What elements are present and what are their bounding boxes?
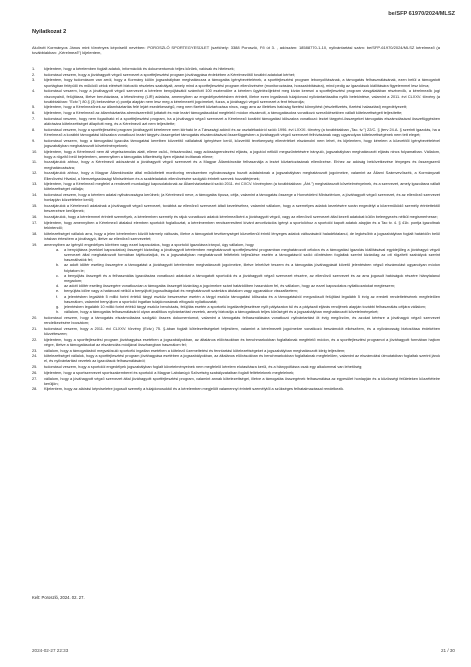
list-item <box>32 67 440 72</box>
item-number: c. <box>56 273 59 278</box>
item-text: hozzájárulok a Kérelmező adatainak a jóváhagyott végző szervezet, továbbá az ellenőrző szervezet általi kezeléséhez, valamint vállalom, hogy a személyes adatok kezelésére során engedélyt a közreműködő személy érintettektől beszerzésre kerüljenek; <box>44 204 440 214</box>
item-text: kijelentem, hogy a sportfejlesztési program jóváhagyása esetében a jogszabályokban, az általános előírásokban és benchmarkokban foglaltaknak megfelelő módon, és a sportfejlesztési programot a jóváhagyott formában hajtom végre, illetve a támogatásokat az elszámolás módjával összhangban használom fel; <box>44 337 440 347</box>
item-body <box>44 150 440 160</box>
item-number: 4. <box>32 89 36 94</box>
item-body <box>44 105 440 110</box>
item-number: 22. <box>32 337 38 342</box>
item-text: kijelentem, hogy a sportszervezet sportszakemberei és sportolói a Magyar Labdarúgó Szövetség szabályzataiban foglalt feltételeknek megfelelnek; <box>44 370 295 375</box>
item-body <box>44 204 440 214</box>
item-number: 27. <box>32 376 38 381</box>
item-text: tudomásul veszem, hogy a sportfejlesztési program jóváhagyott kérelemre nem kiírható le a Társasági adóról és az osztalékadóról szóló 1996. évi LXXXI. törvény (a továbbiakban „Tao. tv.") 22/C. § (terv 24.A. § szerinti igazolás, ha a Kérelmező a korábbi támogatási időszakra vonatkozó lezárt tárgyév-összegeket támogatás elszámolásával összefüggésben a jóváhagyott végző szervezet felhívásának vagy ugyanolyan kötelezettségének nem tett eleget; <box>44 127 440 137</box>
item-body <box>44 338 440 348</box>
list-item <box>56 295 440 305</box>
item-text: kijelentem, hogy a Kérelmező az államháztartás alrendszereiből juttatott és már lezárt támogatásokkal megfelelő módon elszámolt, a támogatásokra vonatkozó szerződésekben vállalt kötelezettségeit teljesítette; <box>44 111 403 116</box>
item-body <box>44 327 440 337</box>
list-item <box>32 243 440 316</box>
document-title: Nyilatkozat 2 <box>32 29 67 35</box>
item-number: 23. <box>32 348 38 353</box>
item-number: 25. <box>32 365 38 370</box>
item-body <box>64 274 440 284</box>
item-body <box>44 182 440 192</box>
item-number: 15. <box>32 204 38 209</box>
list-item <box>32 160 440 170</box>
item-body <box>44 349 440 354</box>
item-number: 11. <box>32 160 38 165</box>
list-item <box>32 371 440 376</box>
item-number: 9. <box>32 138 36 143</box>
item-number: 12. <box>32 171 38 176</box>
declaration-list <box>32 67 440 393</box>
list-item <box>32 150 440 160</box>
list-item <box>32 117 440 127</box>
item-body <box>44 117 440 127</box>
item-text: vállalom, hogy a támogatásból megvalósuló sportcélú ingatlan esetében a kötelező üzemeltetési és fenntartási kötelezettségeket a jogszabályban meghatározott ideig teljesítem; <box>44 348 346 353</box>
item-body <box>44 387 440 392</box>
item-body <box>44 232 440 242</box>
item-number: e. <box>56 289 60 294</box>
list-item <box>56 248 440 264</box>
item-body <box>44 371 440 376</box>
item-text: a jelentésben legalább 5 millió forint értékű tárgyi eszköz beszerzése esetén a tárgyi eszköz támogatási időszaka és a támogatásból megvalósult felújítást legalább 5 évig az eredeti rendeltetésének megfelelően használom, valamint benyújtom a sportolói ingatlan tulajdonosának elfogadó nyilatkozatát; <box>64 294 440 304</box>
item-body <box>44 128 440 138</box>
item-body <box>44 73 440 78</box>
list-item <box>32 316 440 326</box>
item-body <box>44 139 440 149</box>
list-item <box>32 232 440 242</box>
list-item <box>32 73 440 78</box>
item-text: hozzájárulok ahhoz, hogy a Magyar Államkincstár által működtetett monitoring rendszerben nyilvánosságra hozott adatainknak a jogszabályban meghatározott jogcímekre, valamint az Állami Számvevőszék, a Kormányzati Ellenőrzési Hivatal, a Nemzetgazdasági Minisztérium és a szakfeladatok ellenőrzésére szolgáló érintett szervek hozzáférjenek; <box>44 171 440 181</box>
item-text: kijelentem, hogy a Kérelmező nem áll végelszámolás alatt, ellene csőd-, felszámolási, vagy adósságrendezési eljárás, a jogutód nélküli megszűntetésére irányuló, jogszabályban meghatározott eljárás nincs folyamatban. Vállalom, hogy a rögzítő beül bejelentem, amennyiben a támogatás kifizetéséig ilyen eljárást indítanak ellene; <box>44 149 440 159</box>
item-number: 26. <box>32 370 38 375</box>
list-item <box>32 338 440 348</box>
item-text: a benyújtásra (ezekkel kapcsolatos) összegét kizárólag a jóváhagyott kérelemben meghatározott sportfejlesztési programban meghatározott célokra és a támogatási igazolás kiállításával egyidejűleg a jóváhagyó végző szervezet által meghatározott formában tájékoztatjuk, és a jogszabályban meghatározott feltételek teljesülése esetén a támogatásról szóló döntésben foglaltak szerint kizárólag az ott rögzített szabályok szerint használhatók fel; <box>64 247 440 263</box>
item-body <box>44 354 440 364</box>
item-number: g. <box>56 304 60 309</box>
item-number: b. <box>56 263 60 268</box>
item-text: kötelezettséget vállalok arra, hogy a jelen kérelemben közölt bármely változás, illetve a támogatott tevékenységet közvetlenül érintő lényeges adatok változásáról haladéktalanul, de legkésőbb a jogszabályban foglalt határidőn belül írásban értesítem a jóváhagyó, illetve az ellenőrző szervezetet; <box>44 231 440 241</box>
item-number: 3. <box>32 78 36 83</box>
list-item <box>32 171 440 181</box>
item-body <box>44 111 440 116</box>
item-text: tudomásul veszem, hogy nem fogadható el a sportfejlesztési program, ha a jóváhagyó végző szervezet a Kérelmező korábbi támogatási időszakra vonatkozó lezárt tárgyévi-összegeket támogatás elszámolásával összefüggésben aláírására kötelezettséget állapított meg, és a Kérelmező azt nem teljesítette; <box>44 116 440 127</box>
list-item <box>32 89 440 105</box>
list-item <box>32 221 440 231</box>
list-item <box>32 365 440 370</box>
item-body <box>44 171 440 181</box>
list-item <box>32 354 440 364</box>
item-number: a. <box>56 247 60 252</box>
item-number: 28. <box>32 387 38 392</box>
list-item <box>32 387 440 392</box>
item-text: hozzájárulok ahhoz, hogy a Kérelmező adószámát a jóváhagyott végző szervezet és a Magyar Államkincstár felhasználja a lezárt köztartozásának ellenőrzése. Ehhez az adóság bekövetkezése lényeges és összegszerű meghatározására; <box>44 160 440 170</box>
item-text: tudomásul veszem, hogy a támogatás elszámolására szolgáló összes dokumentumot, valamint a támogatás felhasználására vonatkozó nyilvántartást öt évig megőrzöm, és azokat kérésre a jóváhagyó végző szervezet rendelkezésére bocsátom; <box>44 315 440 326</box>
item-text: a benyújtás összegét és a felhasználás igazolására vonatkozó adatokat a támogatott sportolók és a jóváhagyott végző szervezet részére, az ellenőrző szervezet és az arra jogosult hatóságok részére hiánytalanul megadom; <box>64 273 440 283</box>
item-text: tudomásul veszem, hogy a jóváhagyott végző szervezet a sportfejlesztési program jóváhagyása érdekében a Kérelmezőtől további adatokat kérhet; <box>44 72 296 77</box>
footer-timestamp: 2024-02-27 22:33 <box>32 648 69 653</box>
list-item <box>56 263 440 273</box>
list-item <box>32 377 440 387</box>
item-number: d. <box>56 284 60 289</box>
item-body <box>44 160 440 170</box>
item-text: tudomásul veszem, hogy a jóváhagyott végző szervezet a kérelem benyújtásától számított 100 esztendőre a kérelem ügyintézőjeként meg kíván keresni a sportfejlesztési program vizsgálatában résztvevők, a kérelmezők jogi viszonyairól, felújításra, illetve beruházásra, a létesítmény (LIR) adataira, amennyiben az engedélyeztetésben érintett, illetve ezen ingatlanok tulajdonosi nyilvántartásaiba nyílik betekintése, valamint a 2011. évi CLXXV. törvény (a továbbiakban: "Ectv.") 80.§ (3) bekezdése c) pontja alapján nem lesz meg a kérelmezett jogcímeket, fuzza, a jóváhagyó végző szervezet a fent felsorolja; <box>44 89 440 104</box>
item-number: f. <box>56 294 59 299</box>
sub-list <box>44 248 440 316</box>
item-body <box>44 221 440 231</box>
item-text: kijelentem, hogy a kérelemben foglalt adatok, információk és dokumentumok teljes körűek, valósak és hitelesek; <box>44 67 235 71</box>
item-number: 18. <box>32 231 38 236</box>
item-text: tudomásul veszem, hogy a 2011. évi CLXXV. törvény (Ectv.) 75. §-ában foglalt kötelezettségeket teljesítem, valamint a kérelmezett jogcímekre vonatkozó beszámolót elkészítem, és a nyilvánosság biztosítása érdekében közzéteszem; <box>44 326 440 336</box>
item-text: az adott időtér esetleg összegére a támogatást a jóváhagyott kérelemben meghatározott jogcímekre, illetve lehetővé teszem és a támogatás jóváhagyását követő jelentésben végső elszámolást ugyanolyan módon folytatom le; <box>64 263 440 273</box>
item-body <box>64 310 440 315</box>
item-body <box>64 263 440 273</box>
item-body <box>64 248 440 264</box>
item-number: 5. <box>32 105 36 110</box>
item-text: vállalom, hogy a támogatás felhasználásáról olyan analitikus nyilvántartást vezetek, amely biztosítja a támogatások teljes körűségét és a jogszabályban meghatározott követelményeket; <box>64 310 379 315</box>
item-text: kötelezettséget vállalok, hogy a sportfejlesztési program jóváhagyása esetében a jogszabályokban, az általános előírásokban és benchmarkokban foglaltaknak megfelelően, valamint az elszámolási útmutatóban foglaltak szerint járok el, és nyilvántartást vezetek az igazolások felhasználásáról; <box>44 354 440 364</box>
item-number: 14. <box>32 193 38 198</box>
item-number: 17. <box>32 220 38 225</box>
place-and-date: Kelt: Poroszló, 2024. 02. 27. <box>32 595 85 600</box>
item-text: jelentésben legalább 10 millió forint értékű tárgyi eszköz beruházás, felújítás esetén a sportcélú ingatlanfejlesztésre nyílt pályázaton túl és a pályázati eljárás rendjének alapján további felhasználás céljára vállalom; <box>64 304 426 309</box>
item-number: 8. <box>32 127 36 132</box>
item-body <box>44 89 440 105</box>
list-item <box>32 215 440 220</box>
list-item <box>32 182 440 192</box>
item-body <box>44 193 440 203</box>
item-body <box>44 243 440 316</box>
item-text: benyújtás időre vagy a határozat nélkül a benyújtott jogosultságokat és meghatározott számlára átutalom vagy ugyanakkor visszafizetem; <box>64 289 298 294</box>
item-number: 10. <box>32 149 38 154</box>
list-item <box>56 274 440 284</box>
list-item <box>32 204 440 214</box>
item-body <box>64 295 440 305</box>
list-item <box>32 139 440 149</box>
item-body <box>44 78 440 88</box>
item-body <box>44 215 440 220</box>
item-text: kijelentem, hogy a Kérelmezőnek az államháztartás felé lejárt esedékességű, meg nem fizetett köztartozása nincs, vagy arra az illetékes hatóság fizetési könnyítést (részletfizetés, fizetési halasztást) engedélyezett; <box>44 105 407 110</box>
item-text: az adott időtér esetleg összegére vonatkozóan a támogatás összegét kizárólag a jogcímekre szánt határidőben használom fel, és vállalom, hogy az ezzel kapcsolatos nyilatkozatokat megteszem; <box>64 284 395 289</box>
item-body <box>44 365 440 370</box>
item-text: tudomásul veszem, hogy a támogatási igazolás támogatási keretben közvetítő vállalatnál igénylésre kerül, közvetítő tevékenység ellenértéket elszámolni nem lehet, és kijelentem, hogy kérelem a közvetítői igénybevételével jogszabályban meghatározott követelményeknek; <box>44 138 440 148</box>
item-number: 16. <box>32 214 38 219</box>
item-text: kijelentem, hogy a Kérelmező megfelel a rendezett munkaügyi kapcsolatoknak az Államháztartásról szóló 2011. évi CXCV. törvényben (a továbbiakban: „Áht.") meghatározott követelményeinek, és a szervezet, amely igazolásra vállalt kötelezettséget vállalja; <box>44 182 440 192</box>
list-item <box>32 349 440 354</box>
document-reference: be/SFP 61970/2024/MLSZ <box>388 11 455 17</box>
item-number: 21. <box>32 326 38 331</box>
item-number: 6. <box>32 111 36 116</box>
list-item <box>32 327 440 337</box>
item-text: kijelentem, hogy tudomásom van arról, hogy a Kormány külön jogszabályban meghatározza a támogatás igénybevételének, a sportfejlesztési program lebonyolításának, a támogatás felhasználásának, ezen belül a támogatott sportágban felépülő és működő célok elérését biztosító részletes szabályait, amely mind a sportfejlesztési program ellenőrzésére (monitorozására, hosszabbítására), mind pedig az igazolások kiállítására figyelemmel lesz kiírva; <box>44 78 440 88</box>
intro-paragraph: Alulírott Kormányos János mint törvényes képviselő nevében: POROSZLÓ SPORTEGYESÜLET (székhely: 3388 Poroszló, Fő út 3. , adószám: 18588770-1-10, nyilvántartási szám: be/SFP-61970/2024/MLSZ kérelmező (a továbbiakban: „Kérelmező") kijelentem, <box>32 45 440 56</box>
list-item <box>32 105 440 110</box>
item-body <box>44 316 440 326</box>
list-item <box>32 78 440 88</box>
item-number: 13. <box>32 182 38 187</box>
item-text: tudomásul veszem, hogy a kérelem adatai nyilvánosságra kerülnek; (a Kérelmező neve, a támogatás típusa, célja, valamint a támogatás összege a Honvédelmi Minisztérium, a jóváhagyott végző szervezet, és az ellenőrző szervezet honlapján közzétételre kerül); <box>44 193 440 203</box>
item-body <box>44 67 440 72</box>
list-item <box>32 111 440 116</box>
item-number: 20. <box>32 315 38 320</box>
item-text: hozzájárulok, hogy a kérelemmel érintett személyek, a kérelemben személy és rájuk vonatkozó adatok kérelmezőként a jóváhagyott végző, vagy az ellenőrző szervezet által kezelt adatokat külön beleegyezés nélkül megismerhesse; <box>44 214 438 219</box>
page-number: 21 / 30 <box>440 648 455 653</box>
item-text: kijelentem, hogy amennyiben a Kérelmező átalakul elemben sportolót foglalkoztat, a kérelmemben rendszeresíteni kívánt amortizációs igényt a sportolóhoz a sportolói kapott adatok alapján és a Tao tv. 4. § 41b. pontja igazoltnak tekintendő; <box>44 220 440 230</box>
item-number: 1. <box>32 67 36 71</box>
item-number: 7. <box>32 116 36 121</box>
item-text: amennyiben az igénylő engedélyes körében vagy ezzel kapcsolatos, hogy a sportolói igazolásra irányul, úgy vállalom, hogy <box>44 242 254 247</box>
list-item <box>32 193 440 203</box>
item-body <box>44 377 440 387</box>
list-item <box>56 310 440 315</box>
item-text: vállalom, hogy a jóváhagyott végző szervezet által jóváhagyott sportfejlesztési program, valamint annak kötelezettségei, illetve a támogatás összegének felhasználása az egyesület honlapján és a közösségi felületeken közzétételre kerüljön; <box>44 376 440 386</box>
item-number: 24. <box>32 354 38 359</box>
item-text: Kijelentem, hogy az aláírási képviseletre jogosult személy a tulajdonosoktól és a kérelemben megjelölt valamennyi érintett személytől a szükséges felhatalmazással rendelkezik. <box>44 387 345 392</box>
list-item <box>32 128 440 138</box>
item-number: h. <box>56 310 60 315</box>
item-number: 2. <box>32 72 36 77</box>
item-number: 19. <box>32 242 38 247</box>
item-text: tudomásul veszem, hogy a sportolói engedélyek jogszabályban foglalt követelményeinek nem megfelelő kérelem elutasításra kerül, és a hiánypótlásra csak egy alkalommal van lehetőség; <box>44 365 363 370</box>
